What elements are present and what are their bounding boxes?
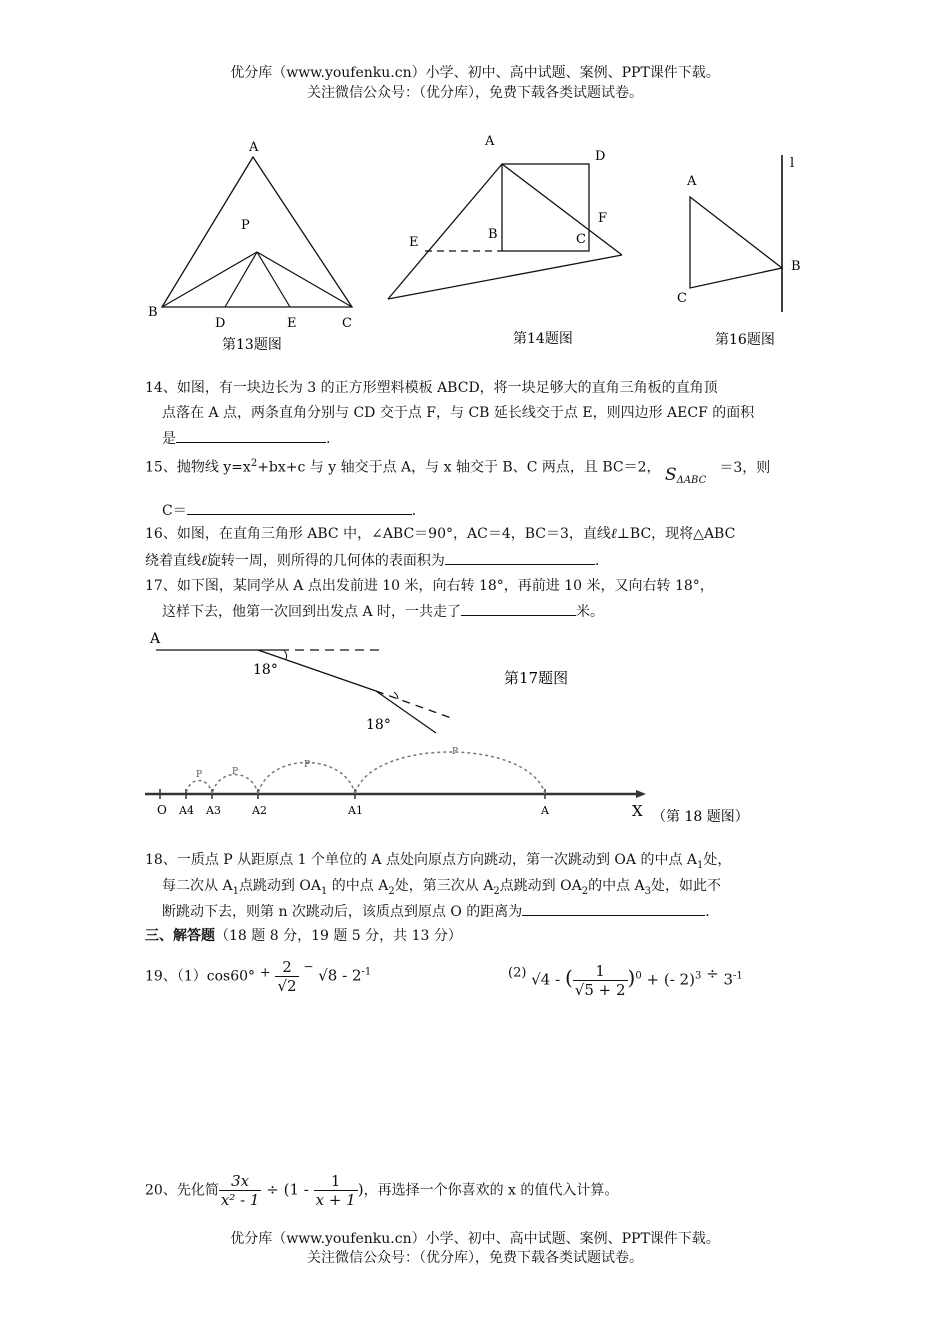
- fig18-arc-1: [355, 752, 545, 794]
- q15-prefix: C＝: [162, 503, 187, 519]
- q20-fraction-1: $\frac{3x}{\text{x² - 1}}$: [220, 1172, 260, 1209]
- fig18-label-a4: A4: [179, 804, 194, 817]
- fig14-label-a: A: [485, 134, 495, 149]
- q15-answer-blank[interactable]: [187, 500, 412, 515]
- q15-text-b: +bx+c 与 y 轴交于点 A，与 x 轴交于 B、C 两点，且 BC＝2，: [257, 459, 661, 476]
- q14-line-2: 点落在 A 点，两条直角分别与 CD 交于点 F，与 CB 延长线交于点 E，则四边形 AECF 的面积: [162, 405, 755, 421]
- fig13-caption: 第13题图: [222, 337, 282, 353]
- q14-line-3: [162, 428, 330, 449]
- fig13-label-c: C: [342, 316, 352, 331]
- q18-line-3: 断跳动下去，则第 n 次跳动后，该质点到原点 O 的距离为 .: [162, 901, 710, 922]
- fig13-line-ep: [257, 252, 290, 307]
- q16-line-1: [145, 524, 735, 544]
- footer-line-1: 优分库（www.youfenku.cn）小学、初中、高中试题、案例、PPT课件下载。: [230, 1231, 720, 1247]
- fig13-label-a: A: [249, 140, 259, 155]
- q17-answer-blank[interactable]: [461, 601, 576, 616]
- fig18-label-a: A: [541, 804, 549, 817]
- q16-text-b: ⊥BC，现将△ABC: [616, 526, 736, 542]
- figure-16: [670, 150, 810, 355]
- figure-18: [140, 740, 770, 835]
- fig18-label-a3: A3: [206, 804, 221, 817]
- footer-line-2: 关注微信公众号：（优分库），免费下载各类试题试卷。: [307, 1250, 643, 1266]
- q16-line-symbol-2: ℓ: [201, 553, 207, 569]
- q16-line-2: [145, 550, 599, 571]
- header-line-1: 优分库（www.youfenku.cn）小学、初中、高中试题、案例、PPT课件下载。: [230, 65, 720, 81]
- figure-13: [140, 135, 370, 360]
- figure-14: [385, 130, 635, 350]
- q15-text-c: ＝3，则: [719, 459, 771, 476]
- q15-sup: 2: [250, 458, 258, 469]
- q17-text-a: 这样下去，他第一次回到出发点 A 时，一共走了: [162, 604, 462, 620]
- q17-text-b: 米。: [576, 604, 605, 620]
- fig17-caption: 第17题图: [504, 669, 569, 687]
- fig14-label-e: E: [409, 235, 419, 250]
- fig18-arc-3: [212, 775, 258, 795]
- fig16-triangle: [690, 197, 782, 288]
- section-3-note: （18 题 8 分，19 题 5 分，共 13 分）: [215, 928, 462, 944]
- fig13-label-p: P: [241, 218, 250, 233]
- fig14-line-a-right: [502, 164, 622, 255]
- fig13-line-dp: [225, 252, 257, 307]
- q20-fraction-2: $\frac{1}{x + 1}$: [315, 1172, 356, 1209]
- q19-part-2: (2) √4 - ( $\frac{1}{√5 + 2}$ )$^0$ + (- $2)^3 \div 3^{-1}$: [508, 962, 743, 999]
- fig17-label-a: A: [150, 631, 161, 647]
- figure-17: [140, 625, 620, 745]
- q16-answer-blank[interactable]: [445, 550, 595, 565]
- fig18-label-p-1: P: [452, 747, 459, 757]
- fig14-label-b: B: [488, 227, 498, 242]
- fig18-label-p-4: P: [196, 770, 203, 780]
- fig17-angle-arc-1: [284, 650, 287, 659]
- q16-suffix: .: [594, 553, 600, 569]
- fig13-line-bp: [162, 252, 257, 307]
- q20-line: 20、先化简 $\frac{3x}{\text{x² - 1}}$ ÷ (1 - $\frac{1}{x + 1}$ )，再选择一个你喜欢的 x 的值代入计算。: [145, 1172, 619, 1209]
- fig14-line-bottom: [388, 255, 622, 299]
- fig18-caption: （第 18 题图）: [652, 809, 749, 825]
- section-3-title: 三、解答题: [145, 928, 215, 944]
- q16-text-d: 旋转一周，则所得的几何体的表面积为: [206, 553, 445, 569]
- q18-answer-blank[interactable]: [522, 901, 705, 916]
- fig16-label-b: B: [791, 259, 801, 274]
- fig13-label-e: E: [287, 316, 297, 331]
- q19-part-1: 19、（1）cos60° + $\frac{2}{√2}$ − $√8 - 2^{-1}$: [145, 958, 372, 995]
- fig17-angle-label-1: 18°: [253, 662, 278, 678]
- q14-suffix: .: [326, 431, 331, 447]
- q15-area-symbol: $S_{\Delta ABC}$: [664, 464, 707, 486]
- q19-fraction: $\frac{2}{√2}$: [277, 958, 297, 995]
- q16-line-symbol-1: ℓ: [610, 526, 617, 542]
- fig18-label-a2: A2: [252, 804, 267, 817]
- q16-text-a: 16、如图，在直角三角形 ABC 中，∠ABC＝90°，AC＝4，BC＝3，直线: [145, 526, 611, 542]
- header-line-2: 关注微信公众号：（优分库），免费下载各类试题试卷。: [307, 85, 643, 101]
- q17-line-2: [162, 601, 604, 622]
- q15-text-a: 15、抛物线 y=x: [145, 459, 251, 476]
- fig17-angle-label-2: 18°: [366, 717, 391, 733]
- q14-prefix: 是: [162, 431, 176, 447]
- fig18-label-p-3: P: [232, 767, 239, 777]
- q14-line-1: 14、如图，有一块边长为 3 的正方形塑料模板 ABCD，将一块足够大的直角三角板的直角顶: [145, 380, 718, 396]
- fig18-label-x: X: [632, 802, 643, 820]
- q15-line-2: [162, 500, 416, 521]
- fig13-label-b: B: [148, 305, 158, 320]
- q17-line-1: 17、如下图，某同学从 A 点出发前进 10 米，向右转 18°，再前进 10 米，又向右转 18°，: [145, 578, 714, 594]
- fig14-label-f: F: [598, 211, 608, 226]
- fig18-label-p-2: P: [304, 760, 311, 770]
- q19-part2-fraction: $\frac{1}{√5 + 2}$: [574, 962, 626, 999]
- fig13-triangle: [162, 157, 352, 307]
- q18-line-2: 每二次从 $A_1$点跳动到 $OA_1$ 的中点 $A_2$处，第三次从 $A_2$点跳动到 $OA_2$的中点 $A_3$处，如此不: [162, 878, 722, 897]
- fig14-caption: 第14题图: [513, 331, 573, 347]
- fig16-label-l: l: [790, 156, 795, 171]
- fig18-label-a1: A1: [348, 804, 363, 817]
- fig16-label-c: C: [677, 291, 687, 306]
- fig18-arc-4: [186, 781, 212, 795]
- q15-suffix: .: [411, 503, 417, 519]
- fig16-caption: 第16题图: [715, 332, 775, 348]
- fig14-label-c: C: [576, 232, 586, 247]
- section-3-heading: [145, 926, 462, 946]
- fig14-label-d: D: [595, 149, 606, 164]
- q16-text-c: 绕着直线: [145, 553, 201, 569]
- q18-line-1: 18、一质点 P 从距原点 1 个单位的 A 点处向原点方向跳动，第一次跳动到 OA 的中点 $A_1$处，: [145, 852, 732, 871]
- fig18-axis-arrow: [636, 790, 646, 798]
- q15-line-1: [145, 454, 771, 486]
- q14-answer-blank[interactable]: [176, 428, 326, 443]
- fig13-line-cp: [257, 252, 352, 307]
- fig13-label-d: D: [215, 316, 226, 331]
- fig14-line-a-left: [388, 164, 502, 299]
- fig16-label-a: A: [687, 174, 697, 189]
- fig18-label-o: O: [157, 803, 167, 817]
- fig17-dashed-2: [376, 691, 454, 719]
